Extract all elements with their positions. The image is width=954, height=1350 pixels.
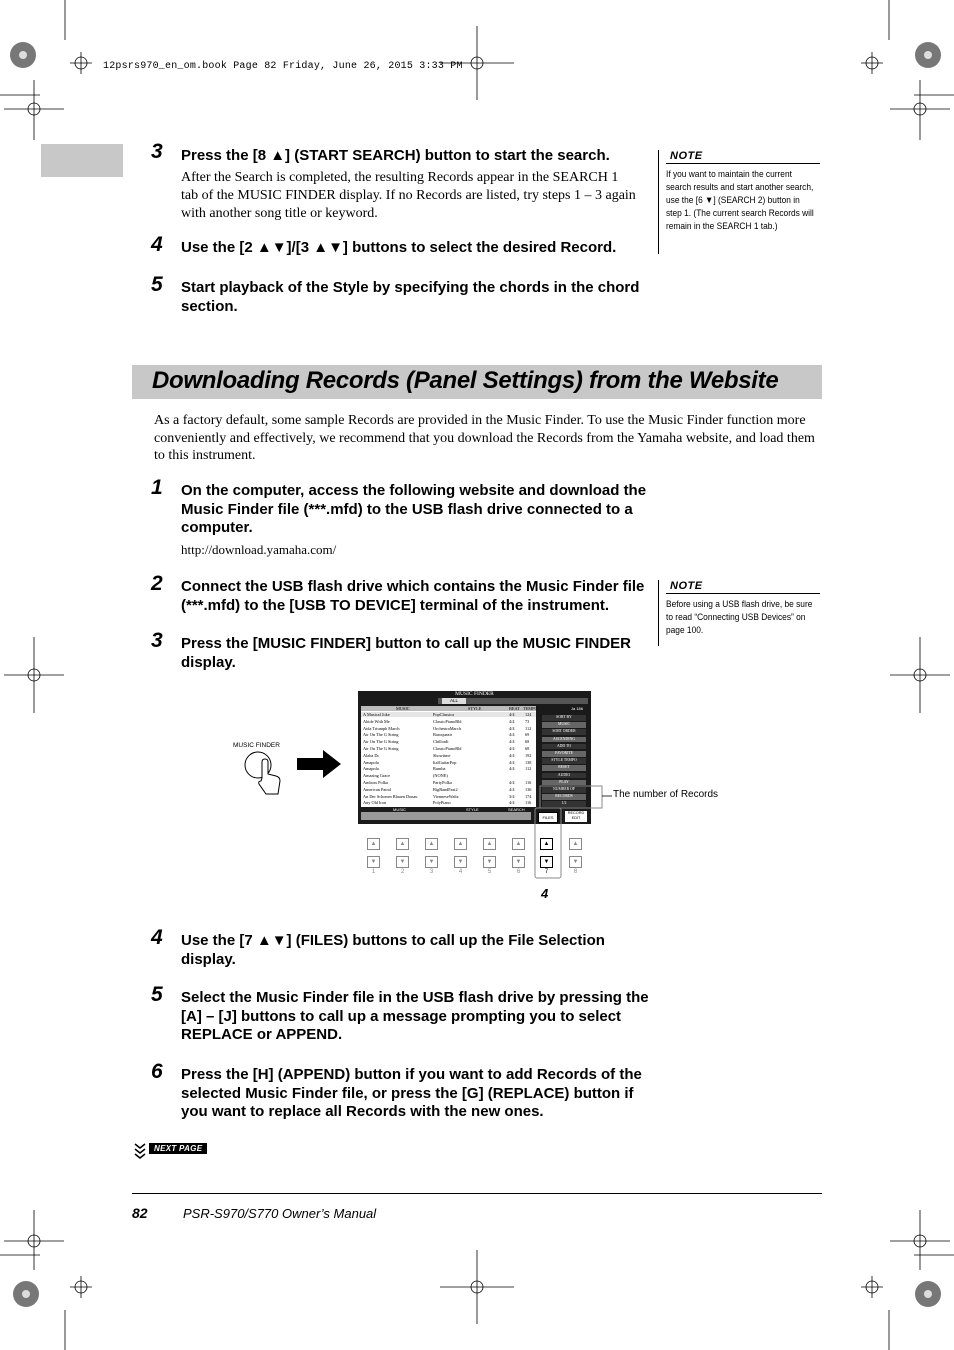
table-cell: 4/4 xyxy=(509,766,515,772)
step-title: Press the [H] (APPEND) button if you want to add Records of the selected Music Finder file, or press the [G] (REPLACE) button if you want to replace all Records with the new ones. xyxy=(181,1066,642,1120)
side-menu-item: SORT BY xyxy=(542,715,586,721)
table-cell: Any Old Iron xyxy=(363,800,387,806)
step-title: Use the [2 ▲▼]/[3 ▲▼] buttons to select the desired Record. xyxy=(181,239,617,256)
button-number-label: 6 xyxy=(516,869,521,875)
table-cell: American Patrol xyxy=(363,786,392,792)
side-menu-item: PLAY xyxy=(542,780,586,786)
table-cell: Air On The G String xyxy=(363,732,399,738)
side-menu-item: RESET xyxy=(542,765,586,771)
table-cell: Showtime xyxy=(433,752,451,758)
up-button-8[interactable]: ▲ xyxy=(569,838,582,850)
side-menu-item: RECORDS xyxy=(542,794,586,800)
page-number: 82 xyxy=(132,1205,148,1221)
table-cell: ChillonIt xyxy=(433,739,449,745)
col-tempo: TEMPO xyxy=(523,706,538,711)
step-title: Press the [MUSIC FINDER] button to call up the MUSIC FINDER display. xyxy=(181,635,632,671)
step-marker: 4 xyxy=(541,886,549,901)
tab-all[interactable]: ALL xyxy=(442,698,466,704)
table-cell: 112 xyxy=(525,766,532,772)
step-number: 3 xyxy=(151,629,163,652)
table-row[interactable] xyxy=(361,800,536,805)
step-number: 3 xyxy=(151,140,163,163)
table-cell: VienneseWaltz xyxy=(433,793,459,799)
col-beat: BEAT xyxy=(509,706,520,711)
down-button-7[interactable]: ▼ xyxy=(540,856,553,868)
table-cell: Rumba xyxy=(433,766,446,772)
step-number: 6 xyxy=(151,1060,163,1083)
table-row[interactable] xyxy=(361,766,536,771)
note-text: If you want to maintain the current search results and start another search, use the [6 ▼] (SEARCH 2) button in step 1. (The current search Records will remain in the SEARCH 1 tab.) xyxy=(666,169,814,232)
table-cell: 4/4 xyxy=(509,752,515,758)
button-number-label: 3 xyxy=(429,869,434,875)
table-cell: PolyPiano xyxy=(433,800,451,806)
table-row[interactable] xyxy=(361,732,536,737)
manual-title: PSR-S970/S770 Owner’s Manual xyxy=(183,1206,377,1221)
table-cell: 138 xyxy=(525,759,532,765)
intro-paragraph: As a factory default, some sample Records are provided in the Music Finder. To use the Music Finder function more conveniently and effectively, we recommend that you download the Records from the Yamaha website, and load them to this instrument. xyxy=(154,413,815,463)
side-menu-item: MUSIC xyxy=(542,722,586,728)
table-cell: 73 xyxy=(525,718,530,724)
step-body: After the Search is completed, the resulting Records appear in the SEARCH 1 tab of the MUSIC FINDER display. If no Records are listed, try steps 1 – 3 again with another song title or keyword. xyxy=(181,170,636,221)
table-row[interactable] xyxy=(361,787,536,792)
table-cell: (NONE) xyxy=(433,773,448,779)
table-row[interactable] xyxy=(361,739,536,744)
table-cell: ItalGuitarPop xyxy=(433,759,457,765)
side-menu-item: SORT ORDER xyxy=(542,729,586,735)
down-button-2[interactable]: ▼ xyxy=(396,856,409,868)
table-cell: 3/4 xyxy=(509,793,515,799)
music-finder-button-label: MUSIC FINDER xyxy=(233,742,280,749)
down-button-5[interactable]: ▼ xyxy=(483,856,496,868)
step-number: 5 xyxy=(151,983,163,1006)
table-row[interactable] xyxy=(361,780,536,785)
step-number: 1 xyxy=(151,476,163,499)
record-edit-button[interactable]: RECORD EDIT xyxy=(565,811,587,822)
table-cell: Aida Triumph March xyxy=(363,725,400,731)
step-title: Connect the USB flash drive which contains the Music Finder file (***.mfd) to the [USB TO DEVICE] terminal of the instrument. xyxy=(181,578,645,614)
table-cell: BigBandFast2 xyxy=(433,786,458,792)
lcd-bottom-bar xyxy=(361,812,531,820)
side-menu-item: 1/2 xyxy=(542,801,586,807)
up-button-1[interactable]: ▲ xyxy=(367,838,380,850)
table-cell: OrchestraMarch xyxy=(433,725,461,731)
footer-rule xyxy=(132,1193,822,1194)
table-cell: Alaba Dc xyxy=(363,752,380,758)
step-title: On the computer, access the following website and download the Music Finder file (***.mfd) to the USB flash drive connected to a computer. xyxy=(181,482,647,536)
table-cell: PopClassica xyxy=(433,712,455,717)
side-menu-item: FAVORITE xyxy=(542,751,586,757)
step-title: Select the Music Finder file in the USB flash drive by pressing the [A] – [J] buttons to call up a message prompting you to select REPLACE or APPEND. xyxy=(181,989,649,1043)
col-music: MUSIC xyxy=(396,706,410,711)
button-number-label: 7 xyxy=(544,869,549,875)
button-number-label: 1 xyxy=(371,869,376,875)
table-cell: 69 xyxy=(525,732,530,738)
col-style: STYLE xyxy=(468,706,482,711)
step-title: Use the [7 ▲▼] (FILES) buttons to call up the File Selection display. xyxy=(181,932,605,968)
table-row[interactable] xyxy=(361,753,536,758)
table-row[interactable] xyxy=(361,719,536,724)
table-cell: Amapola xyxy=(363,759,379,765)
step-number: 4 xyxy=(151,233,163,256)
up-button-3[interactable]: ▲ xyxy=(425,838,438,850)
table-cell: 4/4 xyxy=(509,800,515,806)
down-button-4[interactable]: ▼ xyxy=(454,856,467,868)
table-row[interactable] xyxy=(361,773,536,778)
note-label: NOTE xyxy=(666,580,820,594)
print-header: 12psrs970_en_om.book Page 82 Friday, June 26, 2015 3:33 PM xyxy=(103,61,463,72)
step-title: Press the [8 ▲] (START SEARCH) button to start the search. xyxy=(181,147,610,164)
table-cell: Abide With Me xyxy=(363,718,390,724)
up-button-6[interactable]: ▲ xyxy=(512,838,525,850)
up-button-2[interactable]: ▲ xyxy=(396,838,409,850)
table-row[interactable] xyxy=(361,760,536,765)
note-box xyxy=(658,150,816,254)
table-cell: 124 xyxy=(525,712,532,717)
side-menu-item: AUDIO xyxy=(542,773,586,779)
table-cell: 174 xyxy=(525,793,532,799)
up-button-5[interactable]: ▲ xyxy=(483,838,496,850)
table-cell: ClassicPianoBld xyxy=(433,746,462,751)
button-number-label: 8 xyxy=(573,869,578,875)
table-cell: 4/4 xyxy=(509,739,515,745)
side-menu-item: NUMBER OF xyxy=(542,787,586,793)
down-button-6[interactable]: ▼ xyxy=(512,856,525,868)
table-cell: 116 xyxy=(525,800,532,806)
records-table xyxy=(361,706,536,807)
table-cell: 136 xyxy=(525,786,532,792)
step-title: Start playback of the Style by specifying the chords in the chord section. xyxy=(181,279,640,315)
side-menu-item: STYLE TEMPO xyxy=(542,758,586,764)
bottom-label-music: MUSIC xyxy=(393,807,406,812)
table-cell: 4/4 xyxy=(509,786,515,792)
down-button-8[interactable]: ▼ xyxy=(569,856,582,868)
table-header xyxy=(361,706,536,711)
table-cell: 192 xyxy=(525,752,532,758)
chapter-tab xyxy=(41,144,123,177)
music-finder-button-icon[interactable] xyxy=(240,750,290,800)
arrow-right-icon xyxy=(297,750,341,778)
side-menu-item: ADD TO xyxy=(542,744,586,750)
table-cell: Amboss Polka xyxy=(363,780,388,785)
table-cell: Air On The G String xyxy=(363,739,399,745)
note-text: Before using a USB flash drive, be sure to read “Connecting USB Devices” on page 100. xyxy=(666,599,813,636)
record-count-readout: Ja 186 xyxy=(571,706,584,711)
table-cell: 112 xyxy=(525,725,532,731)
table-row[interactable] xyxy=(361,746,536,751)
table-cell: Amazing Grace xyxy=(363,773,391,779)
button-number-label: 2 xyxy=(400,869,405,875)
next-page-label: NEXT PAGE xyxy=(149,1143,207,1154)
table-cell: Baroqueair xyxy=(433,732,453,738)
step-number: 2 xyxy=(151,572,163,595)
table-cell: 116 xyxy=(525,780,532,785)
table-row[interactable] xyxy=(361,794,536,799)
table-cell: 68 xyxy=(525,746,530,751)
step-number: 5 xyxy=(151,273,163,296)
table-cell: A Musical Joke xyxy=(363,712,390,717)
up-button-7[interactable]: ▲ xyxy=(540,838,553,850)
down-button-3[interactable]: ▼ xyxy=(425,856,438,868)
note-box xyxy=(658,580,816,646)
side-menu-item: ASCENDING xyxy=(542,737,586,743)
table-cell: Amapola xyxy=(363,766,379,772)
button-number-label: 4 xyxy=(458,869,463,875)
table-cell: 4/4 xyxy=(509,725,515,731)
table-row[interactable] xyxy=(361,726,536,731)
table-cell: 4/4 xyxy=(509,732,515,738)
bottom-label-search: SEARCH xyxy=(508,807,525,812)
table-cell: ClassicPianoBld xyxy=(433,718,462,724)
note-label: NOTE xyxy=(666,150,820,164)
bottom-label-style: STYLE xyxy=(466,807,479,812)
website-url[interactable]: http://download.yamaha.com/ xyxy=(181,542,337,557)
next-page-indicator[interactable] xyxy=(134,1143,207,1161)
table-cell: An Der Schonen Blauen Donau xyxy=(363,793,418,799)
down-button-1[interactable]: ▼ xyxy=(367,856,380,868)
section-title: Downloading Records (Panel Settings) from the Website xyxy=(152,367,779,394)
table-cell: 4/4 xyxy=(509,746,515,751)
table-cell: 4/4 xyxy=(509,780,515,785)
step-number: 4 xyxy=(151,926,163,949)
table-cell: PartyPolka xyxy=(433,780,452,785)
table-cell: 4/4 xyxy=(509,712,515,717)
table-cell: 4/4 xyxy=(509,759,515,765)
table-cell: 68 xyxy=(525,739,530,745)
table-cell: 4/4 xyxy=(509,718,515,724)
button-number-label: 5 xyxy=(487,869,492,875)
up-button-4[interactable]: ▲ xyxy=(454,838,467,850)
table-row[interactable] xyxy=(361,712,536,717)
table-cell: Air On The G String xyxy=(363,746,399,751)
screen-title: MUSIC FINDER xyxy=(455,691,494,697)
chevron-down-icon xyxy=(134,1143,146,1159)
callout-label: The number of Records xyxy=(613,789,719,800)
files-button[interactable]: FILES xyxy=(538,812,558,823)
